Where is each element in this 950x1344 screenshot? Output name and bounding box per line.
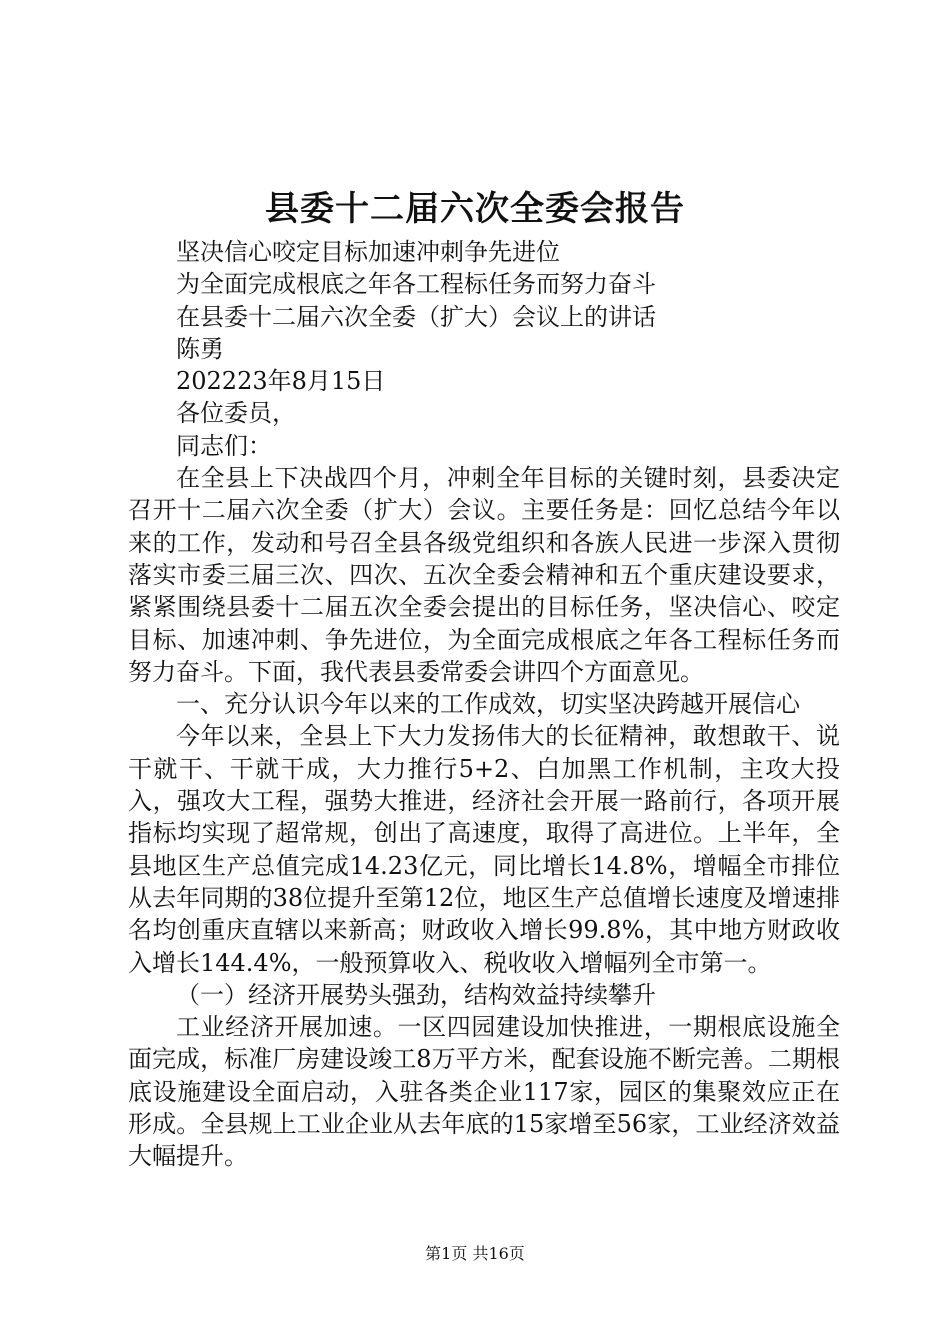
subtitle-line: 坚决信心咬定目标加速冲刺争先进位	[176, 238, 560, 266]
page-footer: 第1页 共16页	[425, 1244, 525, 1263]
speech-occasion-line: 在县委十二届六次全委（扩大）会议上的讲话	[176, 302, 656, 331]
document-title: 县委十二届六次全委会报告	[265, 189, 685, 229]
subsection-heading: （一）经济开展势头强劲，结构效益持续攀升	[176, 980, 656, 1009]
body-paragraph: 今年以来，全县上下大力发扬伟大的长征精神，敢想敢干、说干就干、干就干成，大力推行5+2、白加黑工作机制，主攻大投入，强攻大工程，强势大推进，经济社会开展一路前行，各项开展指标均实现了超常规，创出了高速度，取得了高进位。上半年，全县地区生产总值完成14.23亿元，同比增长14.8%，增幅全市排位从去年同期的38位提升至第12位，地区生产总值增长速度及增速排名均创重庆直辖以来新高；财政收入增长99.8%，其中地方财政收入增长144.4%，一般预算收入、税收收入增幅列全市第一。	[128, 722, 840, 977]
speaker-name: 陈勇	[176, 334, 224, 363]
salutation-line: 各位委员，	[176, 399, 296, 428]
section-heading: 一、充分认识今年以来的工作成效，切实坚决跨越开展信心	[176, 690, 800, 719]
salutation-line: 同志们：	[176, 431, 272, 460]
speech-date: 202223年8月15日	[176, 367, 386, 396]
subtitle-line: 为全面完成根底之年各工程标任务而努力奋斗	[176, 270, 656, 299]
document-body	[128, 236, 840, 1173]
body-paragraph: 在全县上下决战四个月，冲刺全年目标的关键时刻，县委决定召开十二届六次全委（扩大）会议。主要任务是：回忆总结今年以来的工作，发动和号召全县各级党组织和各族人民进一步深入贯彻落实市委三届三次、四次、五次全委会精神和五个重庆建设要求，紧紧围绕县委十二届五次全委会提出的目标任务，坚决信心、咬定目标、加速冲刺、争先进位，为全面完成根底之年各工程标任务而努力奋斗。下面，我代表县委常委会讲四个方面意见。	[128, 464, 840, 686]
body-paragraph: 工业经济开展加速。一区四园建设加快推进，一期根底设施全面完成，标准厂房建设竣工8万平方米，配套设施不断完善。二期根底设施建设全面启动，入驻各类企业117家，园区的集聚效应正在形成。全县规上工业企业从去年底的15家增至56家，工业经济效益大幅提升。	[128, 1013, 840, 1171]
